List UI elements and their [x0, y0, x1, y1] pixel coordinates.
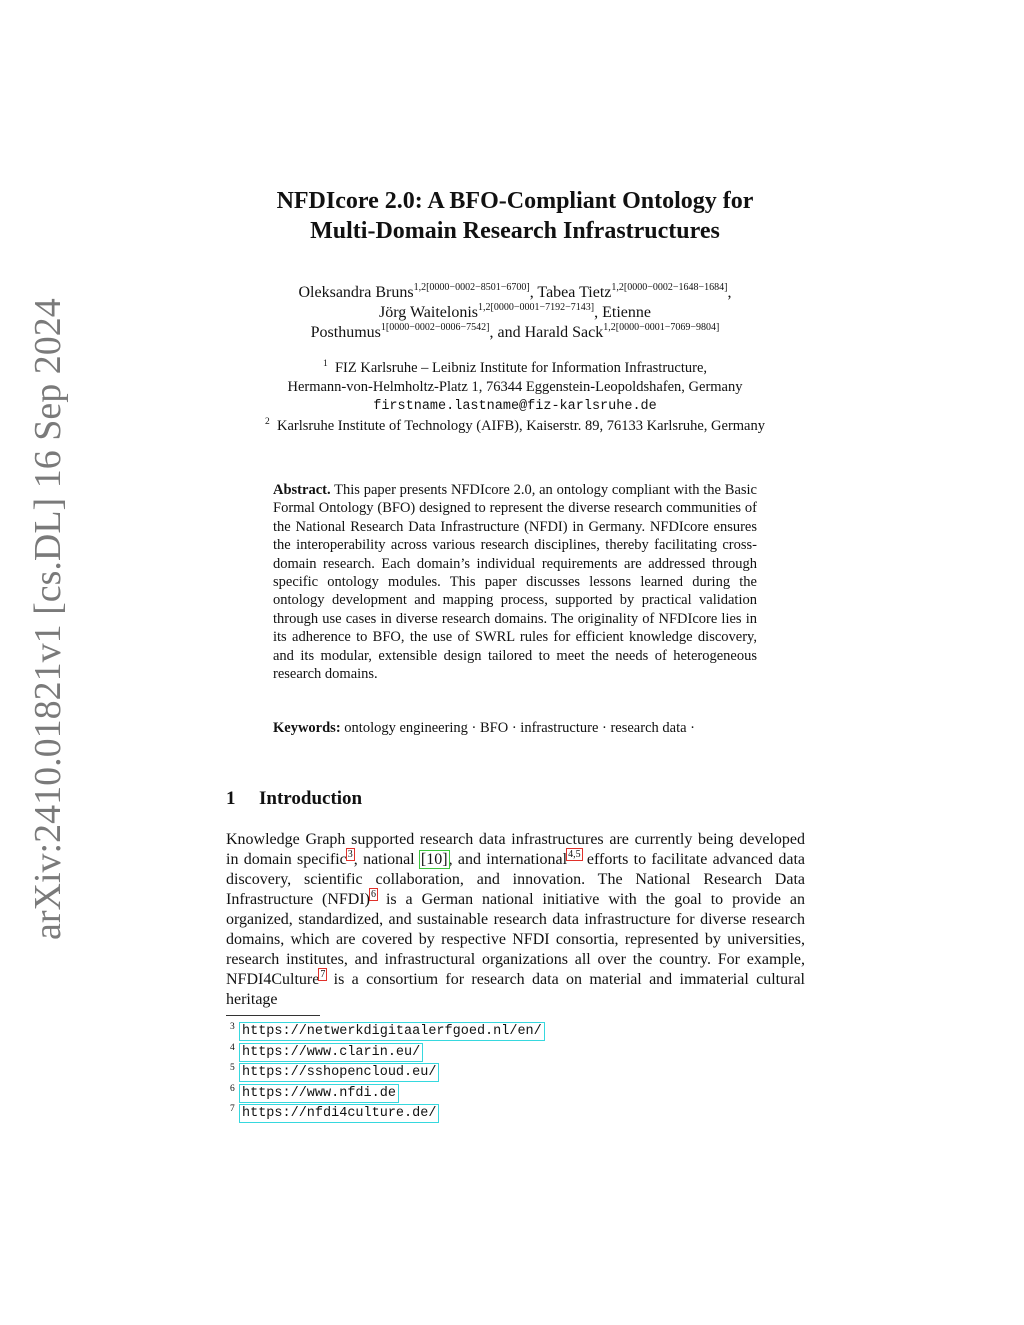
citation-ref-10[interactable]: [10]: [420, 851, 448, 868]
keywords-text: ontology engineering · BFO · infrastructure · research data ·: [344, 720, 695, 736]
footnote-item: 3 https://netwerkdigitaalerfgoed.nl/en/: [230, 1022, 542, 1039]
footnote-ref-6[interactable]: 6: [371, 889, 376, 900]
author-name: Tabea Tietz: [537, 284, 612, 301]
footnote-item: 5 https://sshopencloud.eu/: [230, 1063, 437, 1080]
abstract-text: This paper presents NFDIcore 2.0, an ontology compliant with the Basic Formal Ontology (BFO) designed to represent the diverse research communities of the National Research Data Infrastructure (NFDI) in Germany. NFDIcore ensures the interoperability across various research disciplines, thereby facilitating cross-domain research. Each domain’s individual requirements are addressed through specific ontology modules. This paper discusses lessons learned during the ontology development and mapping process, supported by practical validation through use cases in diverse research domains. The originality of NFDIcore lies in its adherence to BFO, the use of SWRL rules for efficient knowledge discovery, and its modular, extensible design tailored to meet the needs of heterogeneous research domains.: [273, 482, 757, 683]
intro-text: Knowledge Graph supported research data infrastructures are currently being developed in domain specific: [226, 831, 805, 868]
abstract: [273, 481, 757, 683]
keywords: [273, 719, 757, 737]
footnote-link[interactable]: https://www.nfdi.de: [242, 1085, 396, 1101]
author-list: Oleksandra Bruns$^{1,2[0000-0002-8501-6700]}$, Tabea Tietz$^{1,2[0000-0002-1648-1684]}$, Jörg Waitelonis$^{1,2[0000-0001-7192-7143]}$, Etienne Posthumus$^{1[0000-0002-0006-7542]}$, and Harald Sack$^{1,2[0000-0001-7069-9804]}$: [298, 282, 732, 341]
paper-title: [200, 186, 830, 246]
author-orcid: 1[0000−0002−0006−7542]: [380, 322, 490, 333]
intro-text: is a German national initiative with the goal to provide an organized, standardized, and sustainable research data infrastructure for diverse research domains, which are covered by respective NFDI consortia, represented by universities, research institutes, and infrastructural organizations all over the country. For example, NFDI4Culture: [226, 891, 805, 988]
footnote-item: 7 https://nfdi4culture.de/: [230, 1104, 437, 1121]
affiliation-mark: 2: [265, 416, 270, 427]
footnote-item: 4 https://www.clarin.eu/: [230, 1042, 421, 1060]
title-line-1: NFDIcore 2.0: A BFO-Compliant Ontology for: [276, 188, 754, 214]
footnote-link[interactable]: https://nfdi4culture.de/: [242, 1106, 437, 1121]
intro-text: , and international: [448, 851, 568, 868]
affiliation-1-line-2: Hermann-von-Helmholtz-Platz 1, 76344 Eggenstein-Leopoldshafen, Germany: [287, 378, 743, 395]
author-conjunction: and: [497, 324, 521, 341]
footnote-item: 6 https://www.nfdi.de: [230, 1083, 396, 1101]
footnote-ref-7[interactable]: 7: [320, 969, 326, 980]
section-heading-introduction: [226, 788, 362, 810]
footnote-ref-4-5[interactable]: 4,5: [568, 849, 581, 860]
arxiv-identifier-stamp: arXiv:2410.01821v1 [cs.DL] 16 Sep 2024: [27, 298, 69, 940]
author-orcid: 1,2[0000−0001−7192−7143]: [478, 302, 595, 313]
author-name-part: Etienne: [602, 304, 651, 321]
abstract-label: Abstract.: [273, 482, 331, 498]
footnote-divider: [226, 1015, 320, 1016]
intro-text: is a consortium for research data on material and immaterial cultural heritage: [226, 971, 805, 1008]
affiliation-1-line-1: FIZ Karlsruhe – Leibniz Institute for Information Infrastructure,: [334, 360, 708, 376]
affiliation-2: Karlsruhe Institute of Technology (AIFB), Kaiserstr. 89, 76133 Karlsruhe, Germany: [277, 417, 765, 434]
footnotes: [230, 1021, 790, 1124]
intro-text: efforts to facilitate advanced data discovery, scientific collaboration, and innovation. The National Research Data Infrastructure (NFDI): [226, 851, 805, 908]
author-name: Harald Sack: [524, 324, 604, 341]
footnote-link[interactable]: https://www.clarin.eu/: [242, 1044, 421, 1060]
footnote-link[interactable]: https://netwerkdigitaalerfgoed.nl/en/: [242, 1024, 542, 1039]
author-orcid: 1,2[0000−0002−1648−1684]: [611, 282, 728, 293]
title-line-2: Multi-Domain Research Infrastructures: [310, 218, 720, 244]
footnote-link[interactable]: https://sshopencloud.eu/: [242, 1065, 437, 1080]
author-name-part: Posthumus: [310, 324, 381, 341]
author-orcid: 1,2[0000−0002−8501−6700]: [413, 282, 530, 293]
keywords-label: Keywords:: [273, 720, 341, 736]
author-name: Jörg Waitelonis: [379, 304, 479, 321]
author-name: Oleksandra Bruns: [298, 284, 414, 301]
introduction-paragraph: [226, 830, 805, 1010]
section-title: Introduction: [259, 788, 363, 809]
intro-text: , national: [353, 851, 420, 868]
affiliations: [220, 359, 810, 435]
footnote-ref-3[interactable]: 3: [347, 849, 353, 860]
section-number: 1: [226, 788, 236, 809]
affiliation-email: firstname.lastname@fiz-karlsruhe.de: [373, 399, 657, 414]
author-orcid: 1,2[0000−0001−7069−9804]: [603, 322, 720, 333]
affiliation-mark: 1: [322, 359, 328, 369]
